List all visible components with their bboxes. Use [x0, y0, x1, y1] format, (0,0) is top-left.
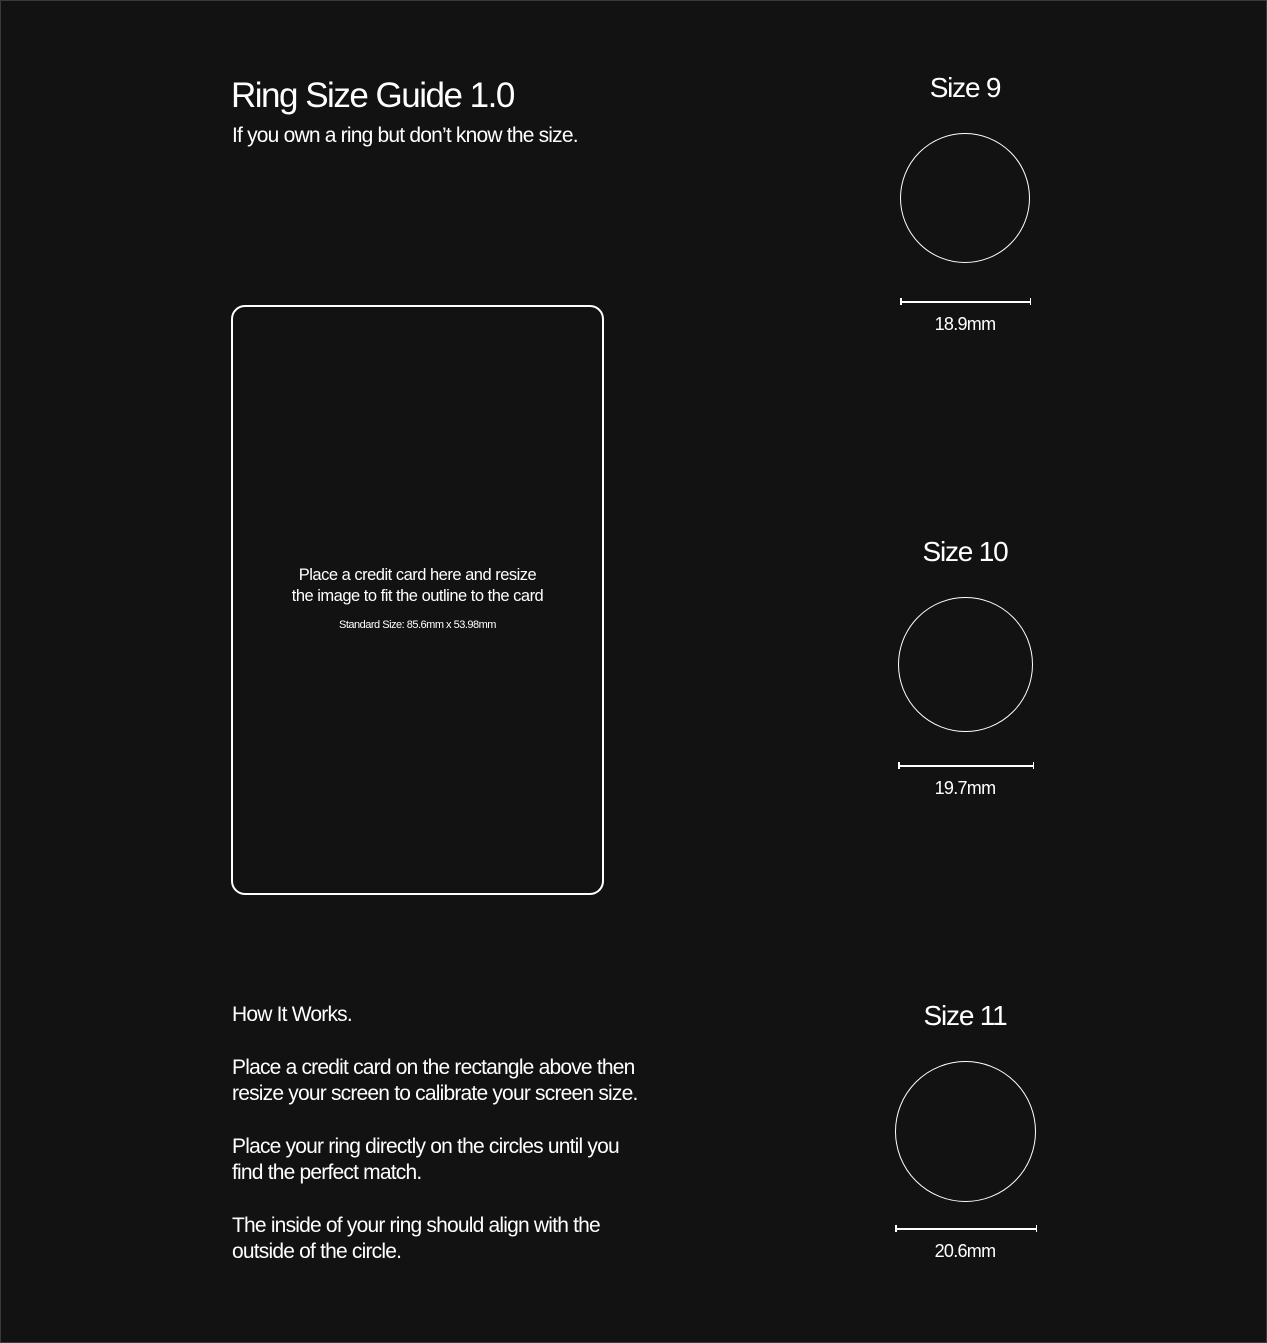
card-instruction — [233, 565, 602, 607]
how-it-works-paragraph — [232, 1055, 702, 1107]
paragraph-line: resize your screen to calibrate your screen size. — [232, 1082, 638, 1105]
page-subtitle: If you own a ring but don’t know the size. — [232, 124, 578, 147]
page-title: Ring Size Guide 1.0 — [231, 76, 514, 115]
credit-card-outline — [231, 305, 604, 895]
diameter-measure-line — [895, 1225, 1037, 1232]
paragraph-line: Place a credit card on the rectangle above then — [232, 1056, 635, 1079]
size-10-label-wrap — [865, 536, 1065, 568]
paragraph-line: outside of the circle. — [232, 1240, 402, 1263]
diameter-measure-line — [900, 298, 1031, 305]
size-label: Size 11 — [923, 1000, 1007, 1031]
size-11-label-wrap — [865, 1000, 1065, 1032]
diameter-measure-line — [898, 762, 1034, 769]
how-it-works-heading: How It Works. — [232, 1003, 352, 1026]
card-instruction-line: Place a credit card here and resize — [298, 566, 537, 584]
paragraph-line: The inside of your ring should align with the — [232, 1214, 600, 1237]
paragraph-line: find the perfect match. — [232, 1161, 422, 1184]
diameter-label: 18.9mm — [934, 314, 996, 334]
size-label: Size 10 — [922, 536, 1008, 567]
ring-circle-size-11 — [895, 1061, 1036, 1202]
ring-circle-size-9 — [900, 133, 1030, 263]
how-it-works-paragraph — [232, 1134, 702, 1186]
ring-circle-size-10 — [898, 597, 1033, 732]
card-standard-size: Standard Size: 85.6mm x 53.98mm — [339, 619, 496, 631]
diameter-label: 20.6mm — [934, 1241, 996, 1261]
card-instruction-line: the image to fit the outline to the card — [291, 587, 544, 605]
size-9-label-wrap — [865, 72, 1065, 104]
how-it-works-paragraph — [232, 1213, 702, 1265]
how-it-works-section — [232, 1002, 702, 1292]
diameter-label: 19.7mm — [934, 778, 996, 798]
size-label: Size 9 — [929, 72, 1001, 103]
paragraph-line: Place your ring directly on the circles until you — [232, 1135, 619, 1158]
